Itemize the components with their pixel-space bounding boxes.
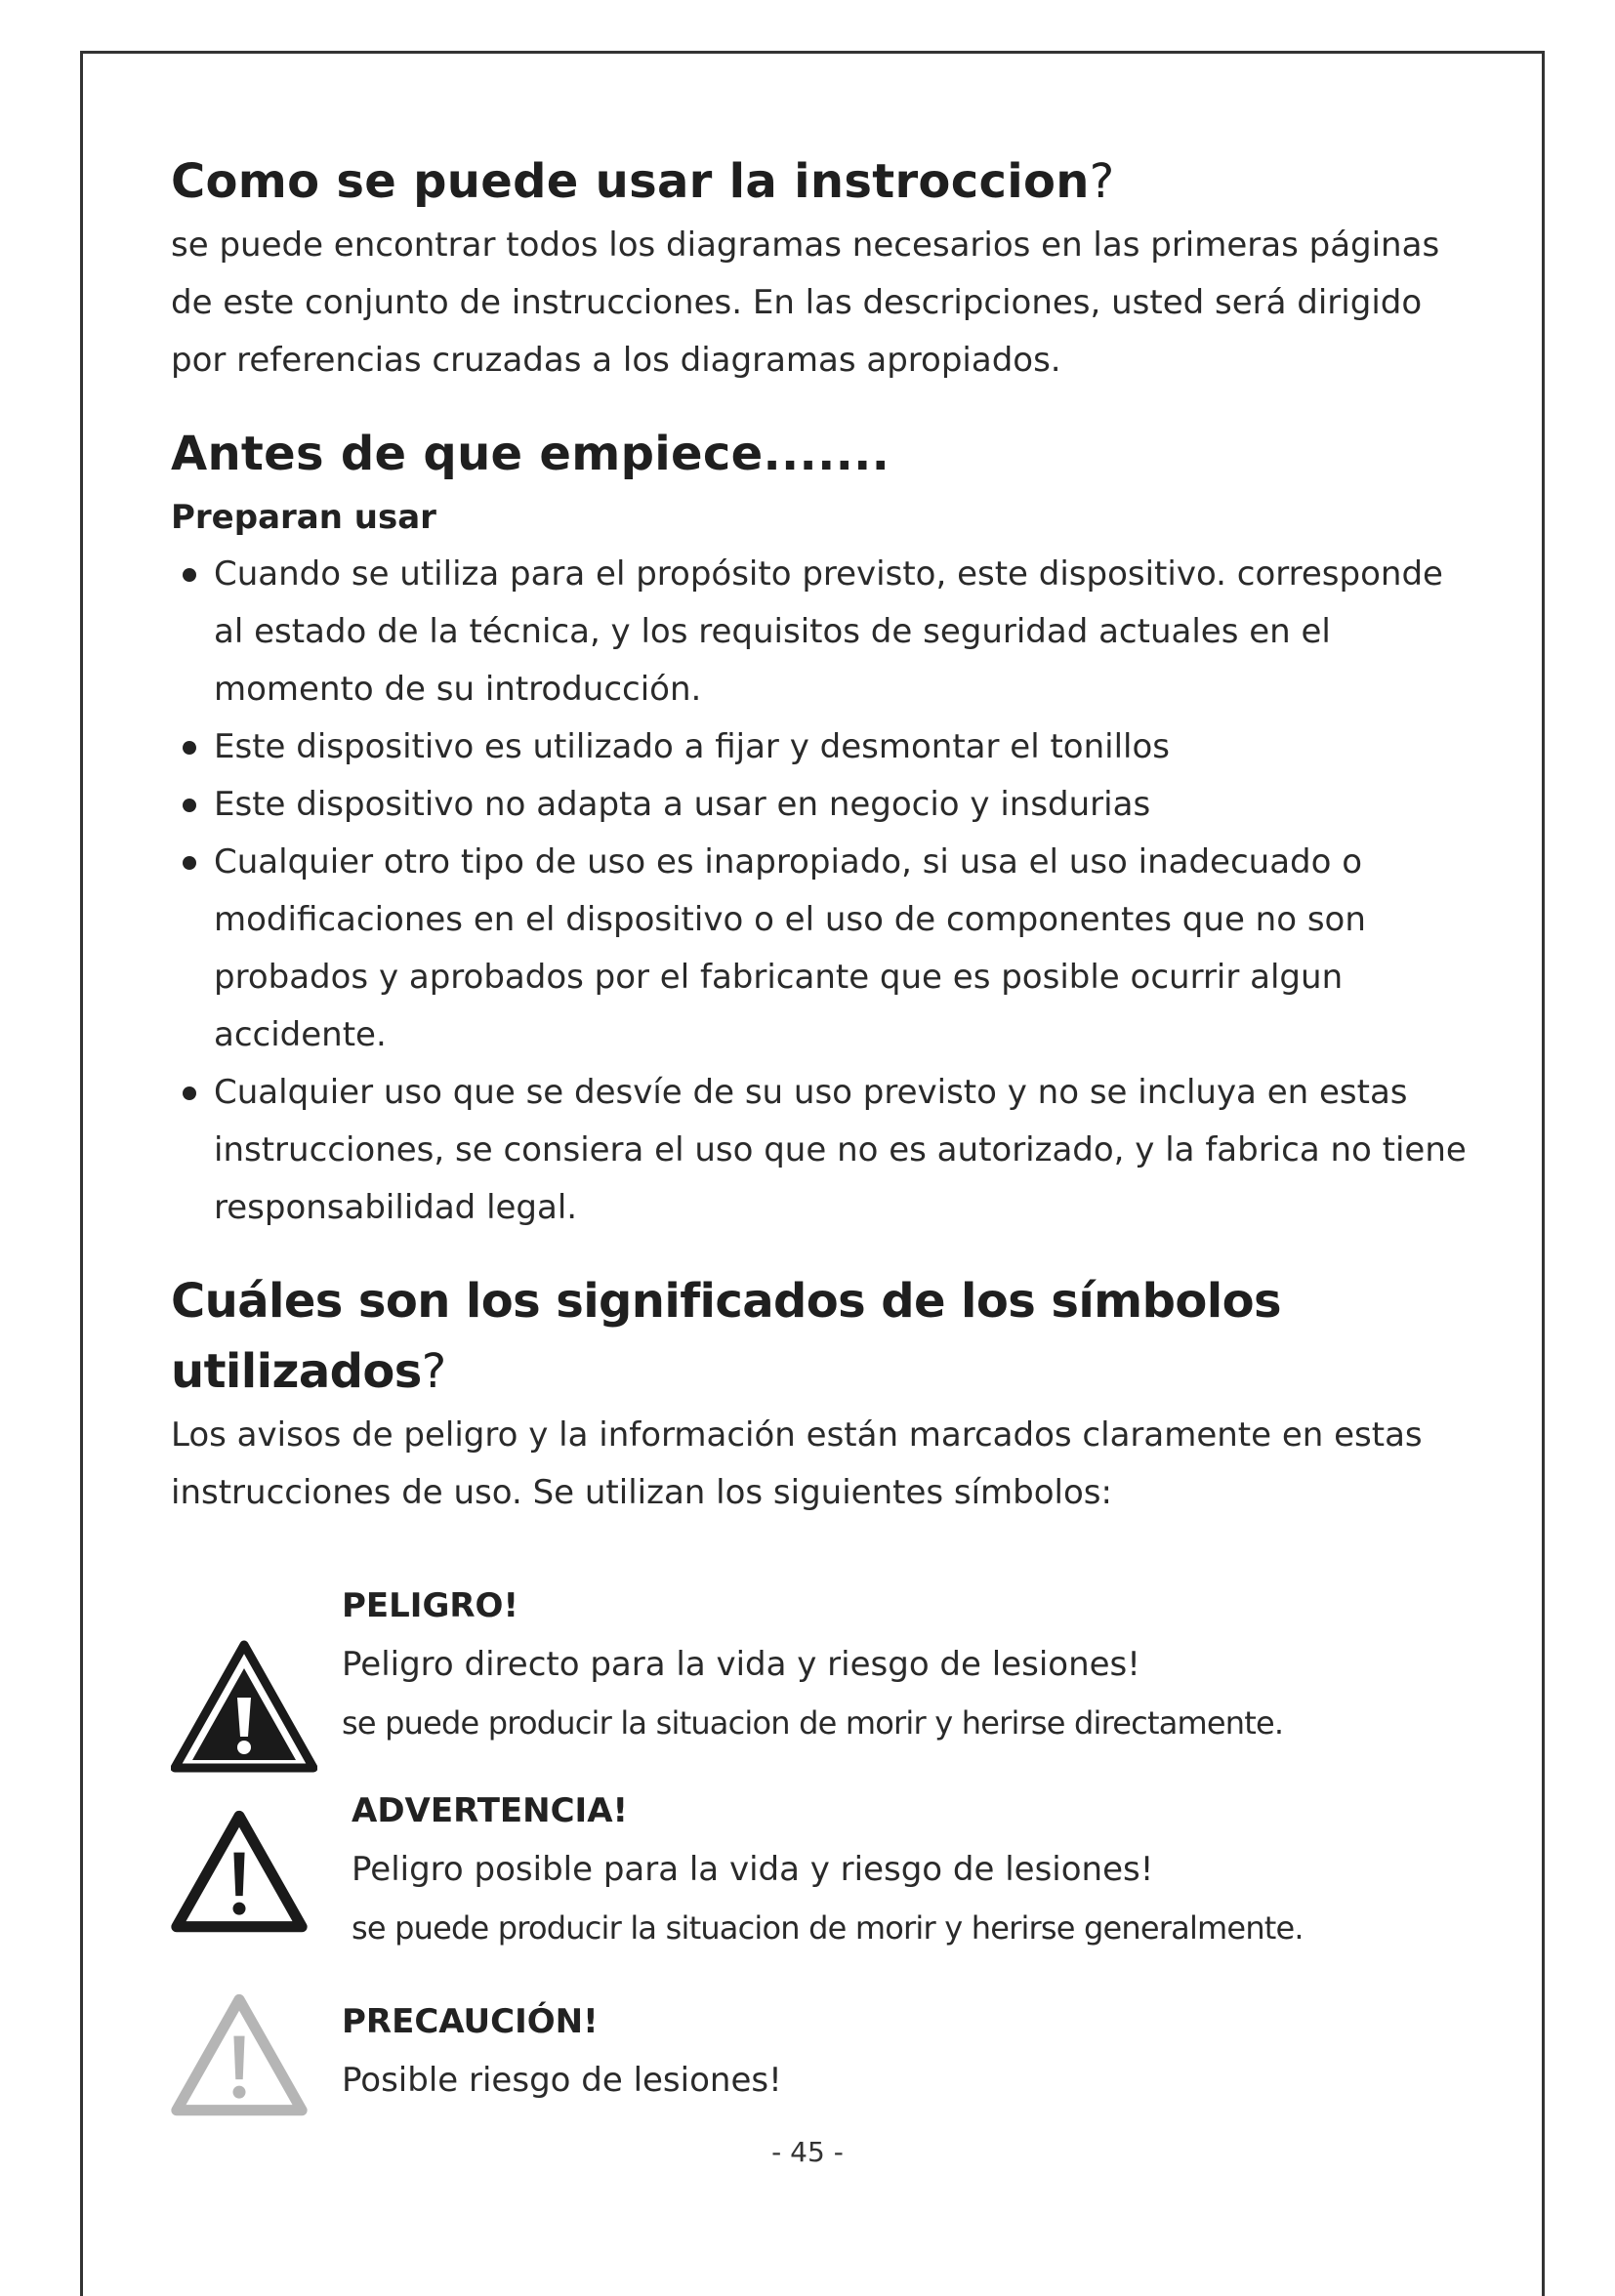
symbol-label: PELIGRO!: [342, 1586, 518, 1625]
question-mark: ?: [1089, 154, 1115, 209]
symbol-detail: se puede producir la situacion de morir y herirse directamente.: [342, 1704, 1284, 1742]
list-item: [181, 1064, 1470, 1237]
section-how-to-use: [171, 146, 1470, 390]
bullet-dot-icon: [183, 799, 196, 812]
title-text: Cuáles son los significados de los símbolos utilizados: [171, 1274, 1281, 1399]
warning-triangle-filled-icon: [171, 1639, 317, 1776]
warning-triangle-outline-icon: [171, 1809, 308, 1936]
symbol-description: Posible riesgo de lesiones!: [342, 2061, 782, 2100]
page-content: [171, 146, 1470, 2139]
bullet-dot-icon: [183, 856, 196, 870]
symbol-description: Peligro posible para la vida y riesgo de lesiones!: [352, 1850, 1154, 1889]
warning-triangle-light-icon: [171, 1992, 308, 2119]
section-text-symbols: Los avisos de peligro y la información están marcados claramente en estas instrucciones de uso. Se utilizan los siguientes símbolos:: [171, 1415, 1423, 1512]
bullet-dot-icon: [183, 741, 196, 755]
list-item-text: Cualquier uso que se desvíe de su uso previsto y no se incluya en estas instrucciones, se consiera el uso que no es autorizado, y la fabrica no tiene responsabilidad legal.: [214, 1073, 1467, 1227]
section-title-before-start: Antes de que empiece.......: [171, 427, 890, 481]
list-item-text: Cualquier otro tipo de uso es inapropiado, si usa el uso inadecuado o modificaciones en el dispositivo o el uso de componentes que no son probados y aprobados por el fabricante que es posible ocurrir algun accidente.: [214, 842, 1366, 1054]
symbol-description: Peligro directo para la vida y riesgo de lesiones!: [342, 1645, 1140, 1684]
page-number: - 45 -: [771, 2136, 844, 2168]
section-before-start: [171, 419, 1470, 1237]
section-symbols: [171, 1266, 1470, 1522]
bullet-dot-icon: [183, 1086, 196, 1100]
section-text-how-to-use: se puede encontrar todos los diagramas necesarios en las primeras páginas de este conjunto de instrucciones. En las descripciones, usted será dirigido por referencias cruzadas a los diagramas apropiados.: [171, 226, 1440, 380]
list-item-text: Este dispositivo es utilizado a fijar y desmontar el tonillos: [214, 727, 1170, 766]
bullet-dot-icon: [183, 568, 196, 582]
symbols-list: [171, 1577, 1470, 2110]
list-item: [181, 834, 1470, 1064]
symbol-danger: [171, 1577, 1470, 1752]
title-text: Como se puede usar la instroccion: [171, 154, 1090, 209]
symbol-label: PRECAUCIÓN!: [342, 2002, 599, 2041]
list-item-text: Cuando se utiliza para el propósito previsto, este dispositivo. corresponde al estado de la técnica, y los requisitos de seguridad actuales en el momento de su introducción.: [214, 554, 1443, 709]
section-title-how-to-use: [171, 146, 1470, 217]
list-item: [181, 718, 1470, 776]
bullet-list: [171, 546, 1470, 1237]
question-mark: ?: [421, 1344, 446, 1399]
symbol-label: ADVERTENCIA!: [352, 1791, 629, 1830]
symbol-caution: [171, 1992, 1470, 2110]
symbol-warning: [171, 1782, 1470, 1957]
symbol-detail: se puede producir la situacion de morir y herirse generalmente.: [352, 1909, 1304, 1947]
subtitle-prepare: Preparan usar: [171, 498, 436, 537]
list-item-text: Este dispositivo no adapta a usar en negocio y insdurias: [214, 785, 1151, 824]
list-item: [181, 776, 1470, 834]
section-title-symbols: [171, 1266, 1470, 1407]
list-item: [181, 546, 1470, 718]
